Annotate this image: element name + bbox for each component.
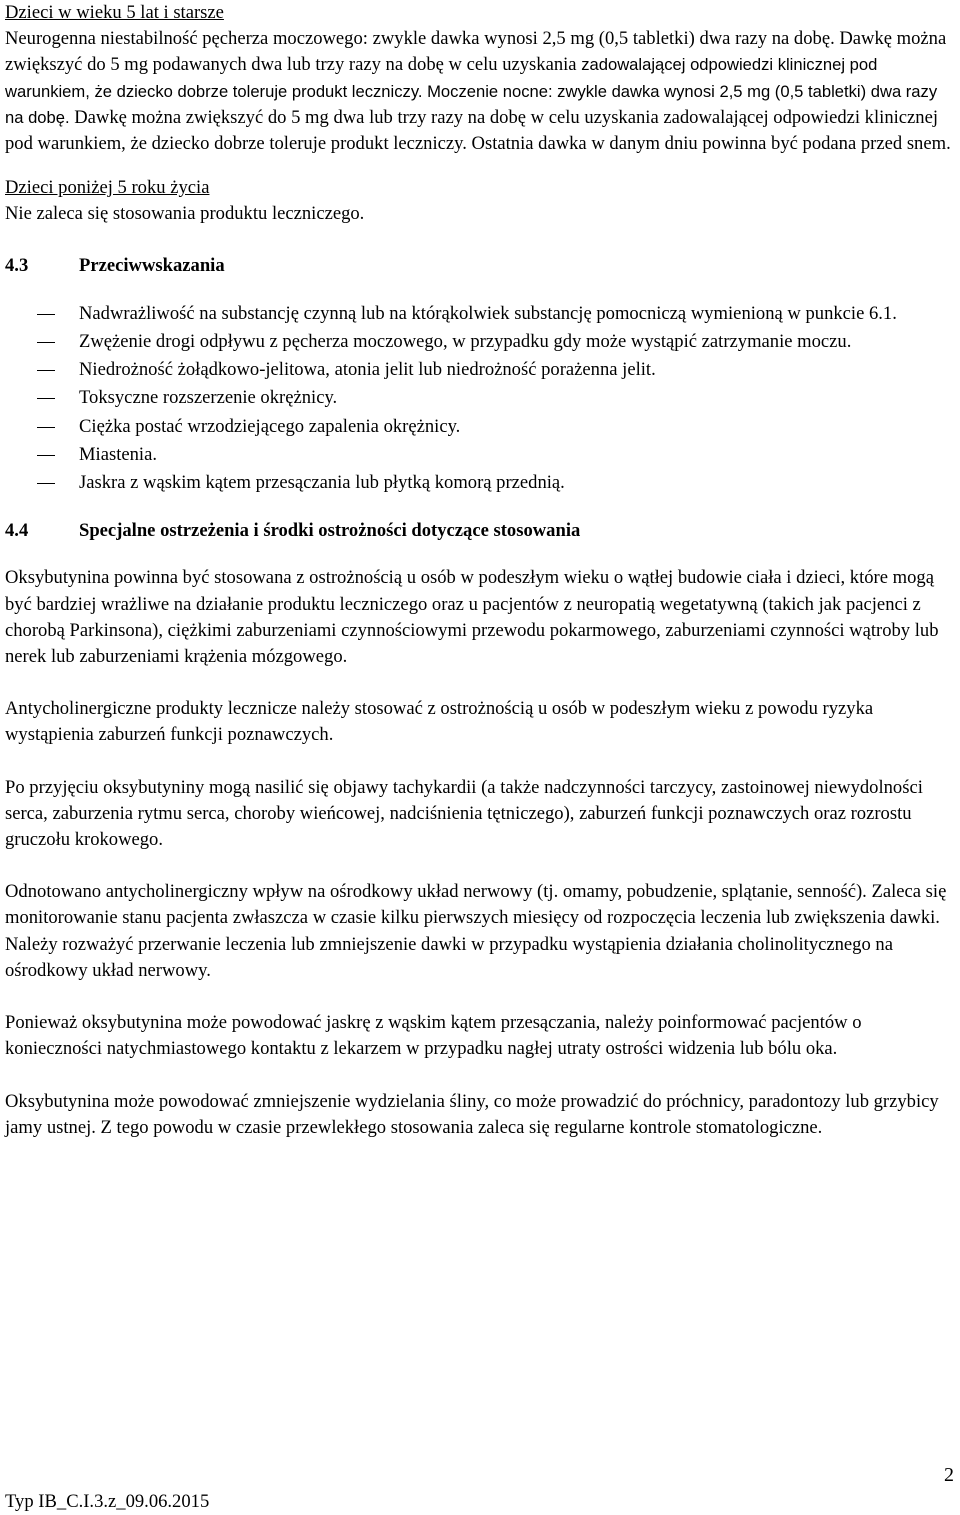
dash-bullet-icon [37,427,55,428]
list-item [5,385,955,411]
dash-bullet-icon [37,398,55,399]
warning-paragraph: Oksybutynina powinna być stosowana z ostrożnością u osób w podeszłym wieku o wątłej budowie ciała i dzieci, które mogą być bardziej wrażliwe na działanie produktu leczniczego oraz u pacjentów z neuropatią wegetatywną (takich jak pacjenci z chorobą Parkinsona), ciężkimi zaburzeniami czynnościowymi przewodu pokarmowego, zaburzeniami czynności wątroby lub nerek lub zaburzeniami krążenia mózgowego. [5,567,939,668]
dosing-text-serif: Neurogenna niestabilność pęcherza moczowego: zwykle dawka wynosi 2,5 mg (0,5 tabletki) dwa razy na dobę. Dawkę można zwiększyć do 5 mg podawanych dwa lub trzy razy na dobę w celu uzyskania [5,28,947,76]
section-43-number: 4.3 [5,254,29,276]
list-item [5,301,955,327]
dash-bullet-icon [37,314,55,315]
list-item-text: Nadwrażliwość na substancję czynną lub na którąkolwiek substancję pomocniczą wymienioną w punkcie 6.1. [79,302,897,324]
section-44-title: Specjalne ostrzeżenia i środki ostrożności dotyczące stosowania [79,520,581,542]
list-item [5,442,955,468]
warning-paragraph: Ponieważ oksybutynina może powodować jaskrę z wąskim kątem przesączania, należy poinformować pacjentów o konieczności natychmiastowego kontaktu z lekarzem w przypadku nagłej utraty ostrości widzenia lub bólu oka. [5,1012,862,1060]
list-item-text: Niedrożność żołądkowo-jelitowa, atonia jelit lub niedrożność porażenna jelit. [79,359,656,381]
warning-paragraph: Oksybutynina może powodować zmniejszenie wydzielania śliny, co może prowadzić do próchnicy, paradontozy lub grzybicy jamy ustnej. Z tego powodu w czasie przewlekłego stosowania zaleca się regularne kontrole stomatologiczne. [5,1090,939,1138]
list-item [5,470,955,496]
list-item [5,329,955,355]
section-under5-title: Dzieci poniżej 5 roku życia [5,177,210,199]
list-item [5,357,955,383]
dosing-paragraph [5,26,955,157]
document-id-footer: Typ IB_C.I.3.z_09.06.2015 [5,1491,210,1512]
list-item-text: Ciężka postać wrzodziejącego zapalenia okrężnicy. [79,415,461,437]
document-page [5,0,955,1141]
dash-bullet-icon [37,342,55,343]
list-item-text: Miastenia. [79,443,157,465]
dosing-text-sans: zadowalającej odpowiedzi klinicznej pod warunkiem, że dziecko dobrze toleruje produkt leczniczy. Moczenie nocne: zwykle dawka wynosi 2,5 mg (0,5 tabletki) dwa razy na dobę. [5,55,938,127]
section-44-heading [5,518,955,544]
list-item-text: Zwężenie drogi odpływu z pęcherza moczowego, w przypadku gdy może wystąpić zatrzymanie moczu. [79,331,852,353]
section-under5-text: Nie zaleca się stosowania produktu leczniczego. [5,203,365,225]
section-children-title: Dzieci w wieku 5 lat i starsze [5,2,224,23]
contraindications-list [5,301,955,496]
dosing-text-serif-end: Dawkę można zwiększyć do 5 mg dwa lub trzy razy na dobę w celu uzyskania zadowalającej odpowiedzi klinicznej pod warunkiem, że dziecko dobrze toleruje produkt leczniczy. Ostatnia dawka w danym dniu powinna być podana przed snem. [5,106,951,155]
section-43-heading [5,253,955,279]
list-item-text: Jaskra z wąskim kątem przesączania lub płytką komorą przednią. [79,472,565,494]
dash-bullet-icon [37,370,55,371]
section-43-title: Przeciwwskazania [79,254,225,276]
section-44-number: 4.4 [5,520,29,542]
dash-bullet-icon [37,455,55,456]
warning-paragraph: Odnotowano antycholinergiczny wpływ na ośrodkowy układ nerwowy (tj. omamy, pobudzenie, splątanie, senność). Zaleca się monitorowanie stanu pacjenta zwłaszcza w czasie kilku pierwszych miesięcy od rozpoczęcia leczenia lub zwiększenia dawki. Należy rozważyć przerwanie leczenia lub zmniejszenie dawki w przypadku wystąpienia działania cholinolitycznego na ośrodkowy układ nerwowy. [5,881,947,981]
page-number: 2 [944,1464,954,1486]
warning-paragraph: Po przyjęciu oksybutyniny mogą nasilić się objawy tachykardii (a także nadczynności tarczycy, zastoinowej niewydolności serca, zaburzenia rytmu serca, choroby wieńcowej, nadciśnienia tętniczego), zaburzeń funkcji poznawczych oraz rozrostu gruczołu krokowego. [5,776,923,851]
warning-paragraph: Antycholinergiczne produkty lecznicze należy stosować z ostrożnością u osób w podeszłym wieku z powodu ryzyka wystąpienia zaburzeń funkcji poznawczych. [5,698,874,746]
list-item [5,414,955,440]
list-item-text: Toksyczne rozszerzenie okrężnicy. [79,387,338,409]
dash-bullet-icon [37,483,55,484]
